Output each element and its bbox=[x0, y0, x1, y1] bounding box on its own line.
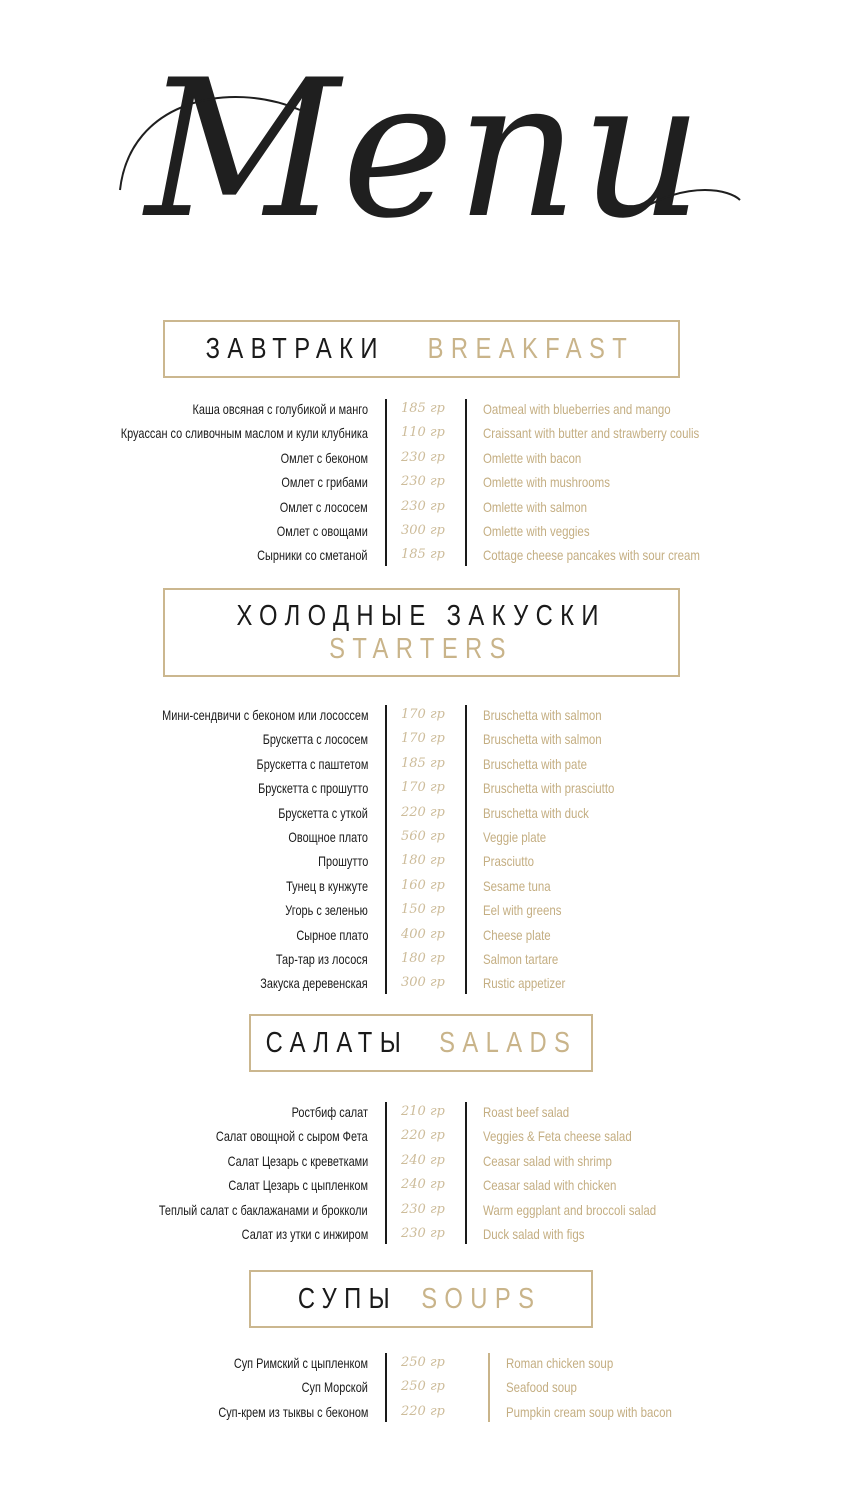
menu-item bbox=[0, 543, 850, 567]
item-weight bbox=[401, 727, 445, 751]
item-name-ru: Прошутто bbox=[317, 853, 368, 870]
item-name-en: Veggies & Feta cheese salad bbox=[483, 1128, 632, 1145]
item-weight bbox=[401, 947, 445, 971]
item-weight-unit: гр bbox=[425, 1177, 445, 1193]
item-name-ru: Закуска деревенская bbox=[260, 975, 368, 992]
item-weight-value: 560 bbox=[401, 829, 426, 844]
item-weight-value: 185 bbox=[401, 401, 426, 416]
item-weight-unit: гр bbox=[425, 498, 445, 514]
menu-item bbox=[0, 703, 850, 727]
item-name-ru: Омлет с лососем bbox=[280, 498, 368, 515]
item-weight bbox=[401, 776, 445, 800]
item-name-ru: Омлет с овощами bbox=[276, 523, 368, 539]
menu-item bbox=[0, 1100, 850, 1124]
item-weight-value: 110 bbox=[401, 425, 426, 441]
menu-item bbox=[0, 727, 850, 751]
menu-item bbox=[0, 495, 850, 519]
item-weight-unit: гр bbox=[425, 1104, 445, 1119]
item-weight bbox=[401, 543, 445, 567]
item-weight-value: 170 bbox=[401, 780, 426, 796]
section-title-en: SALADS bbox=[438, 1026, 577, 1059]
menu-item bbox=[0, 971, 850, 995]
item-weight-value: 300 bbox=[401, 975, 426, 991]
item-name-ru: Сырники со сметаной bbox=[257, 547, 368, 564]
item-name-ru: Салат из утки с инжиром bbox=[241, 1226, 368, 1242]
menu-item bbox=[0, 923, 850, 947]
item-name-ru: Круассан со сливочным маслом и кули клубника bbox=[120, 425, 368, 442]
column-divider bbox=[385, 1102, 387, 1244]
item-weight-unit: гр bbox=[425, 926, 445, 942]
menu-item bbox=[0, 874, 850, 898]
item-name-ru: Теплый салат с баклажанами и брокколи bbox=[159, 1201, 368, 1218]
item-weight-value: 180 bbox=[401, 853, 426, 869]
item-weight bbox=[401, 1400, 445, 1424]
item-weight bbox=[401, 703, 445, 727]
section-title-en: SOUPS bbox=[421, 1282, 542, 1315]
menu-item bbox=[0, 397, 850, 421]
menu-item bbox=[0, 1375, 850, 1399]
item-weight-value: 185 bbox=[401, 755, 426, 771]
item-weight-unit: гр bbox=[425, 902, 445, 918]
item-weight bbox=[401, 1149, 445, 1173]
column-divider bbox=[465, 705, 467, 994]
item-name-en: Rustic appetizer bbox=[483, 975, 566, 992]
section-title-ru: ХОЛОДНЫЕ ЗАКУСКИ bbox=[236, 599, 607, 632]
item-weight bbox=[401, 849, 445, 873]
menu-item bbox=[0, 776, 850, 800]
menu-item bbox=[0, 947, 850, 971]
item-name-ru: Салат овощной с сыром Фета bbox=[216, 1128, 368, 1145]
item-weight-value: 180 bbox=[401, 951, 426, 966]
item-name-ru: Каша овсяная с голубикой и манго bbox=[192, 401, 368, 417]
item-weight-value: 170 bbox=[401, 731, 426, 747]
item-name-en: Craissant with butter and strawberry coulis bbox=[483, 425, 700, 442]
item-weight-value: 160 bbox=[401, 877, 426, 893]
item-name-ru: Сырное плато bbox=[295, 926, 368, 943]
menu-title bbox=[0, 40, 850, 270]
item-weight-unit: гр bbox=[425, 1226, 445, 1241]
item-weight-unit: гр bbox=[425, 853, 445, 869]
item-name-ru: Омлет с беконом bbox=[280, 449, 368, 466]
item-name-ru: Мини-сендвичи с беконом или лососсем bbox=[161, 707, 368, 723]
menu-item bbox=[0, 470, 850, 494]
item-name-en: Omlette with veggies bbox=[483, 523, 590, 539]
item-weight-value: 250 bbox=[401, 1355, 426, 1370]
item-weight bbox=[401, 446, 445, 470]
section-header-salads bbox=[249, 1014, 593, 1072]
item-weight-unit: гр bbox=[425, 1201, 445, 1217]
item-weight-value: 240 bbox=[401, 1152, 426, 1168]
item-name-en: Duck salad with figs bbox=[483, 1226, 585, 1242]
menu-item bbox=[0, 825, 850, 849]
item-weight bbox=[401, 519, 445, 543]
menu-item bbox=[0, 1149, 850, 1173]
item-name-en: Sesame tuna bbox=[483, 877, 551, 894]
item-name-en: Ceasar salad with chicken bbox=[483, 1177, 617, 1194]
item-weight bbox=[401, 801, 445, 825]
menu-item bbox=[0, 898, 850, 922]
item-weight-value: 230 bbox=[401, 498, 426, 514]
item-weight bbox=[401, 470, 445, 494]
item-weight-unit: гр bbox=[425, 731, 445, 747]
column-divider bbox=[465, 399, 467, 566]
item-name-ru: Тар-тар из лосося bbox=[276, 951, 368, 967]
item-weight-unit: гр bbox=[425, 755, 445, 771]
item-weight-value: 220 bbox=[401, 804, 426, 820]
item-name-en: Bruschetta with prasciutto bbox=[483, 780, 615, 797]
item-weight-unit: гр bbox=[425, 474, 445, 490]
item-weight-value: 240 bbox=[401, 1177, 426, 1193]
item-weight bbox=[401, 1351, 445, 1375]
item-weight-unit: гр bbox=[425, 425, 445, 441]
item-name-en: Warm eggplant and broccoli salad bbox=[483, 1201, 657, 1218]
column-divider bbox=[385, 705, 387, 994]
item-weight-value: 400 bbox=[401, 926, 426, 942]
menu-item bbox=[0, 1173, 850, 1197]
section-title-ru: ЗАВТРАКИ bbox=[206, 332, 386, 365]
item-name-ru: Брускетта с паштетом bbox=[256, 755, 368, 772]
item-weight-value: 170 bbox=[401, 707, 426, 722]
item-weight-unit: гр bbox=[425, 523, 445, 538]
item-weight-unit: гр bbox=[425, 1128, 445, 1144]
item-name-en: Prasciutto bbox=[483, 853, 535, 870]
item-name-ru: Суп-крем из тыквы с беконом bbox=[217, 1403, 368, 1420]
column-divider bbox=[385, 1353, 387, 1422]
item-weight-value: 185 bbox=[401, 547, 426, 563]
column-divider bbox=[385, 399, 387, 566]
menu-item bbox=[0, 1400, 850, 1424]
item-name-ru: Брускетта с прошутто bbox=[257, 780, 368, 797]
item-weight-unit: гр bbox=[425, 804, 445, 820]
menu-item bbox=[0, 1124, 850, 1148]
item-weight-value: 250 bbox=[401, 1379, 426, 1395]
menu-title-lettering bbox=[0, 40, 850, 270]
item-weight-unit: гр bbox=[425, 1152, 445, 1168]
item-weight-unit: гр bbox=[425, 1355, 445, 1370]
item-weight-unit: гр bbox=[425, 829, 445, 844]
item-weight-value: 230 bbox=[401, 1201, 426, 1217]
item-weight bbox=[401, 1198, 445, 1222]
menu-item bbox=[0, 849, 850, 873]
item-weight bbox=[401, 1124, 445, 1148]
item-weight-value: 230 bbox=[401, 449, 426, 465]
item-weight bbox=[401, 1173, 445, 1197]
menu-item bbox=[0, 1198, 850, 1222]
item-name-ru: Брускетта с уткой bbox=[278, 804, 368, 821]
item-name-en: Eel with greens bbox=[483, 902, 562, 919]
menu-item bbox=[0, 519, 850, 543]
item-name-en: Bruschetta with salmon bbox=[483, 707, 602, 723]
item-weight bbox=[401, 1100, 445, 1124]
item-weight-value: 230 bbox=[401, 474, 426, 490]
column-divider bbox=[465, 1102, 467, 1244]
item-name-en: Seafood soup bbox=[506, 1379, 577, 1396]
section-title-en: STARTERS bbox=[329, 632, 514, 665]
item-name-en: Oatmeal with blueberries and mango bbox=[483, 401, 671, 417]
section-title-ru: САЛАТЫ bbox=[265, 1026, 409, 1059]
item-name-en: Ceasar salad with shrimp bbox=[483, 1152, 612, 1169]
item-weight bbox=[401, 923, 445, 947]
menu-item bbox=[0, 1351, 850, 1375]
menu-item bbox=[0, 446, 850, 470]
item-weight-unit: гр bbox=[425, 877, 445, 893]
item-name-ru: Угорь с зеленью bbox=[285, 902, 368, 919]
item-name-ru: Тунец в кунжуте bbox=[286, 877, 368, 894]
item-name-ru: Брускетта с лососем bbox=[262, 731, 368, 748]
item-name-en: Omlette with mushrooms bbox=[483, 474, 610, 491]
item-weight-unit: гр bbox=[425, 547, 445, 563]
item-weight bbox=[401, 752, 445, 776]
item-weight-unit: гр bbox=[425, 401, 445, 416]
item-name-en: Veggie plate bbox=[483, 829, 547, 845]
item-weight bbox=[401, 1375, 445, 1399]
item-weight-unit: гр bbox=[425, 449, 445, 465]
menu-item bbox=[0, 421, 850, 445]
item-weight bbox=[401, 397, 445, 421]
item-name-en: Cottage cheese pancakes with sour cream bbox=[483, 547, 700, 564]
item-weight-unit: гр bbox=[425, 1379, 445, 1395]
section-header-starters bbox=[163, 588, 680, 677]
column-divider bbox=[488, 1353, 490, 1422]
menu-item bbox=[0, 801, 850, 825]
item-name-ru: Суп Морской bbox=[301, 1379, 368, 1396]
section-title-ru: СУПЫ bbox=[298, 1282, 398, 1315]
menu-item bbox=[0, 752, 850, 776]
item-name-en: Bruschetta with salmon bbox=[483, 731, 602, 748]
item-name-en: Omlette with salmon bbox=[483, 498, 587, 515]
item-weight bbox=[401, 421, 445, 445]
item-name-ru: Ростбиф салат bbox=[291, 1104, 368, 1120]
item-name-ru: Овощное плато bbox=[288, 829, 368, 845]
item-weight bbox=[401, 898, 445, 922]
item-name-en: Roman chicken soup bbox=[506, 1355, 614, 1371]
item-name-en: Bruschetta with pate bbox=[483, 755, 588, 772]
section-header-soups bbox=[249, 1270, 593, 1328]
item-weight-value: 230 bbox=[401, 1226, 426, 1241]
item-name-en: Cheese plate bbox=[483, 926, 551, 943]
item-name-en: Pumpkin cream soup with bacon bbox=[506, 1403, 672, 1420]
item-weight bbox=[401, 971, 445, 995]
menu-title-text: Menu bbox=[145, 40, 705, 260]
section-header-breakfast bbox=[163, 320, 680, 378]
item-weight-unit: гр bbox=[425, 975, 445, 991]
item-name-ru: Салат Цезарь с креветками bbox=[227, 1152, 368, 1169]
item-weight-unit: гр bbox=[425, 1403, 445, 1419]
item-name-en: Omlette with bacon bbox=[483, 449, 582, 466]
item-weight bbox=[401, 874, 445, 898]
item-name-en: Salmon tartare bbox=[483, 951, 559, 967]
item-name-ru: Салат Цезарь с цыпленком bbox=[228, 1177, 368, 1194]
item-weight-unit: гр bbox=[425, 780, 445, 796]
item-weight-value: 220 bbox=[401, 1128, 426, 1144]
item-weight bbox=[401, 825, 445, 849]
item-weight-value: 150 bbox=[401, 902, 426, 918]
menu-item bbox=[0, 1222, 850, 1246]
item-weight-value: 300 bbox=[401, 523, 426, 538]
item-name-en: Roast beef salad bbox=[483, 1104, 570, 1120]
item-weight-unit: гр bbox=[425, 951, 445, 966]
item-weight-unit: гр bbox=[425, 707, 445, 722]
item-weight-value: 220 bbox=[401, 1403, 426, 1419]
item-weight bbox=[401, 1222, 445, 1246]
item-weight-value: 210 bbox=[401, 1104, 426, 1119]
item-weight bbox=[401, 495, 445, 519]
item-name-ru: Суп Римский с цыпленком bbox=[233, 1355, 368, 1371]
item-name-ru: Омлет с грибами bbox=[281, 474, 368, 491]
section-title-en: BREAKFAST bbox=[427, 332, 634, 365]
item-name-en: Bruschetta with duck bbox=[483, 804, 589, 821]
